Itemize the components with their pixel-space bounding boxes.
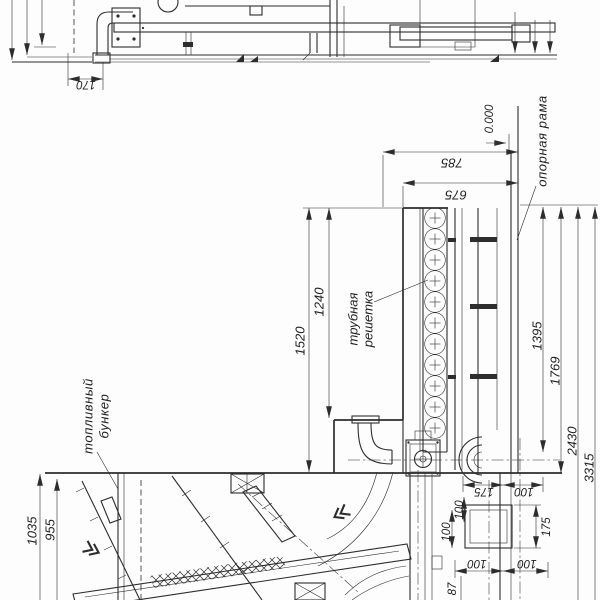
- fuel-bunker-label-2: бункер: [96, 393, 112, 439]
- fuel-bunker-label-1: топливный: [80, 378, 96, 454]
- dim-175-top-text: 175: [474, 484, 494, 497]
- dim-170-text: 170: [76, 77, 96, 90]
- dim-100-bot-a-text: 100: [467, 556, 487, 569]
- dim-100-top-text: 100: [514, 484, 534, 497]
- boiler-body: [303, 208, 497, 473]
- dim-175-right-text: 175: [541, 517, 554, 537]
- dim-1240: [312, 208, 329, 418]
- stud-pins: [183, 32, 193, 55]
- dim-955-text: 955: [42, 519, 58, 541]
- bottom-dims: [441, 476, 553, 600]
- fuel-flow-arrow: [82, 541, 101, 558]
- air-flow-arrow: [332, 504, 351, 522]
- datum-mark: [484, 104, 509, 150]
- grate-hatch: [150, 556, 286, 588]
- tube-sheet-label-1: трубная: [345, 292, 361, 346]
- flue-elbow: [352, 416, 392, 464]
- dim-100-left-b-text: 100: [454, 500, 467, 520]
- dim-2430-text: 2430: [564, 426, 580, 456]
- tube-bank: [346, 208, 447, 452]
- auger-feeder: [231, 474, 358, 592]
- fan-unit: [348, 431, 560, 483]
- flange-plate: [112, 8, 140, 47]
- bunker-incline-outer: [82, 481, 140, 600]
- datum-level-text: 0.000: [484, 104, 497, 134]
- right-dims: [530, 207, 597, 600]
- dim-87-text: 87: [447, 582, 460, 596]
- rear-housing: [330, 0, 530, 57]
- manhole: [158, 0, 178, 12]
- dim-170: [68, 53, 103, 90]
- dim-1240-text: 1240: [311, 287, 327, 317]
- dim-675-text: 675: [445, 187, 467, 203]
- dim-3315-text: 3315: [581, 453, 597, 483]
- left-dims: [25, 474, 58, 600]
- base-flange: [465, 505, 512, 548]
- dim-675: [403, 183, 518, 207]
- section-mark: [490, 55, 499, 62]
- dim-1520: [293, 208, 309, 472]
- support-frame-label: опорная рама: [534, 95, 550, 187]
- tube-sheet-label-2: решетка: [360, 290, 376, 348]
- fuel-bunker-leader: [97, 452, 118, 489]
- dim-100-left-a-text: 100: [441, 522, 454, 542]
- support-frame-leader: [517, 186, 536, 240]
- top-plan-view: [12, 0, 557, 90]
- elevation-view: [25, 95, 598, 600]
- dim-785-text: 785: [441, 155, 463, 171]
- dim-1769-text: 1769: [547, 356, 563, 386]
- dim-1520-text: 1520: [292, 326, 308, 356]
- tube-circles: [425, 208, 446, 439]
- support-bracket: [303, 33, 317, 60]
- dim-100-bot-b-text: 100: [517, 556, 537, 569]
- dim-1395-text: 1395: [529, 321, 545, 351]
- dim-1035-text: 1035: [24, 516, 40, 546]
